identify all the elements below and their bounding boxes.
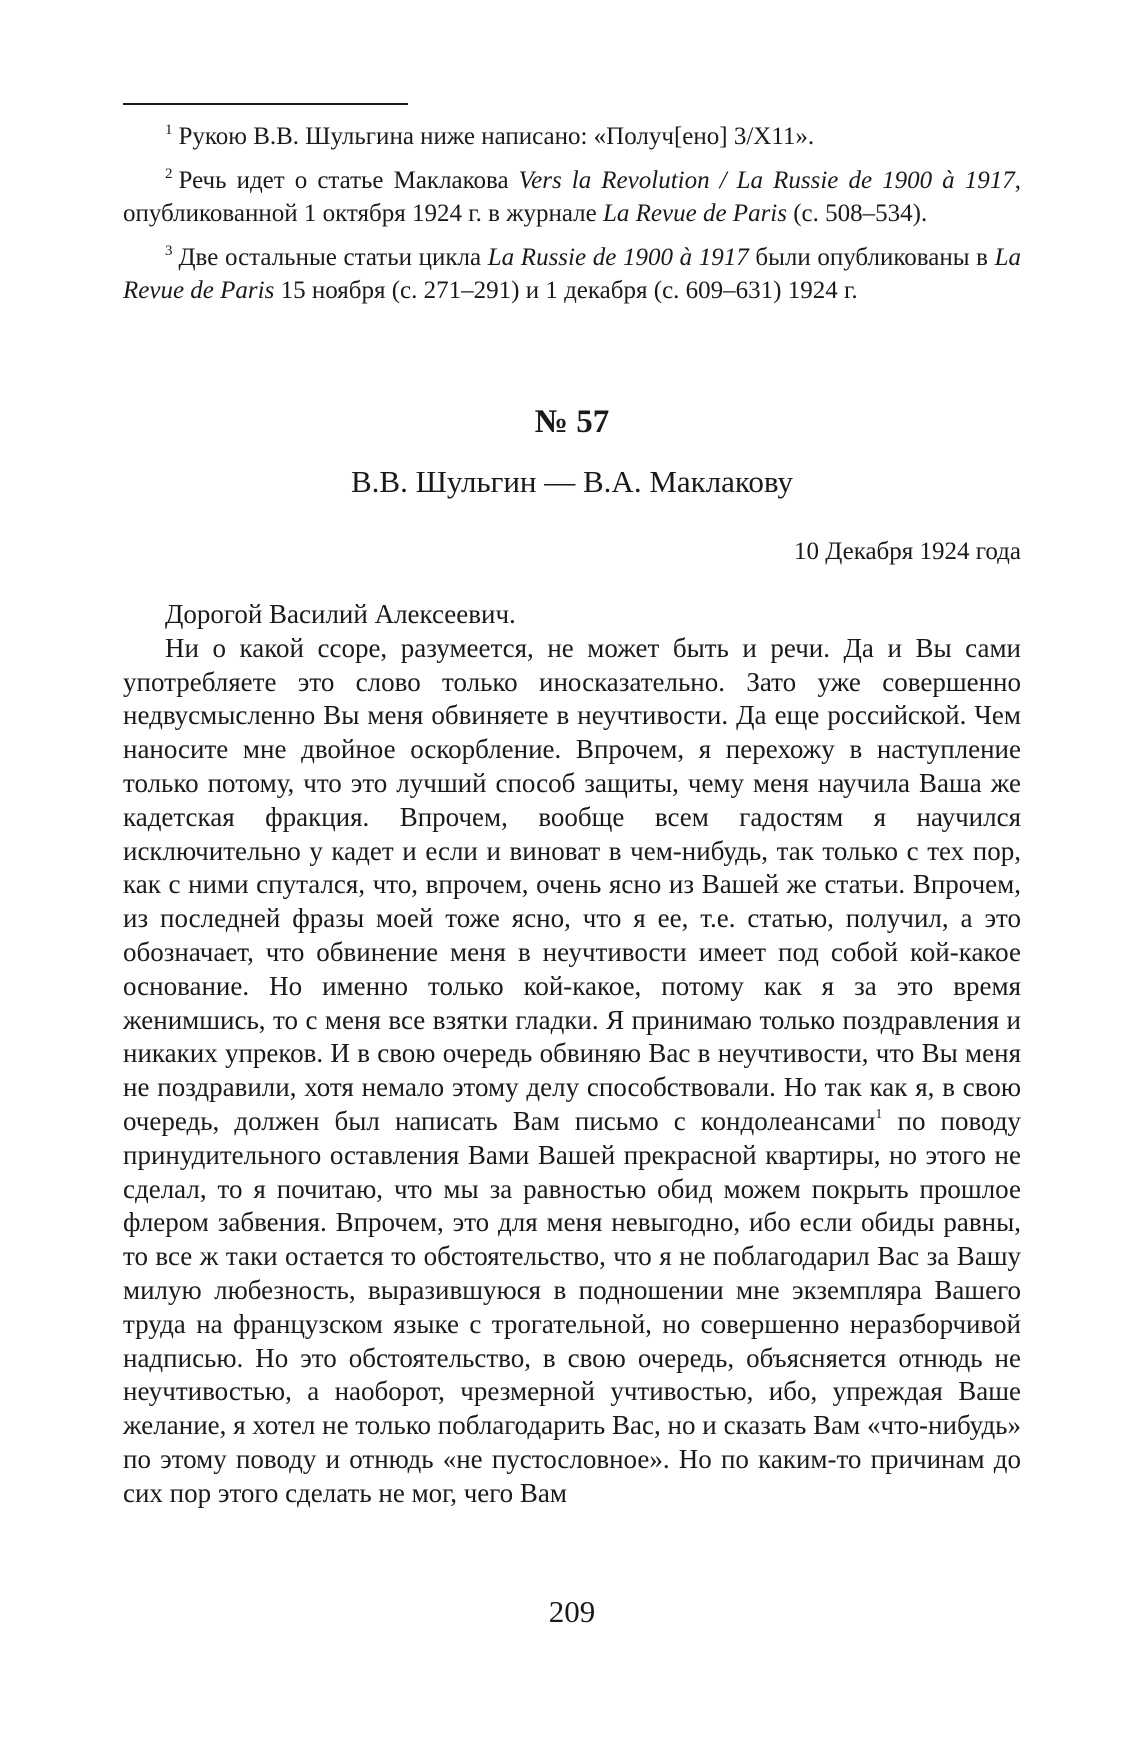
letter-body [123, 598, 1021, 1511]
letter-text: по поводу принудительного оставления Вами Вашей прекрасной квартиры, но этого не сделал, то я почитаю, что мы за равностью обид можем покрыть прошлое флером забвения. Впрочем, это для меня невыгодно, ибо если обиды равны, то все ж таки остается то обстоятельство, что я не поблагодарил Вас за Вашу милую любезность, выразившуюся в подношении мне экземпляра Вашего труда на французском языке с трогательной, но совершенно неразборчивой надписью. Но это обстоятельство, в свою очередь, объясняется отнюдь не неучтивостью, а наоборот, чрезмерной учтивостью, ибо, упреждая Ваше желание, я хотел не только поблагодарить Вас, но и сказать Вам «что-нибудь» по этому поводу и отнюдь «не пустословное». Но по каким-то причинам до сих пор этого сделать не мог, чего Вам [123, 1105, 1021, 1508]
footnote-text: Две остальные статьи цикла [178, 244, 488, 271]
footnote-separator-rule [123, 103, 408, 105]
document-title: В.В. Шульгин — В.А. Маклакову [350, 464, 793, 499]
document-number: № 57 [534, 404, 610, 440]
footnote-text: , опубликованной 1 октября 1924 г. в журнале [123, 167, 1021, 227]
footnote-2 [123, 164, 1021, 230]
document-date: 10 Декабря 1924 года [793, 538, 1021, 565]
footnote-reference-marker: 1 [875, 1106, 883, 1122]
footnote-italic-title: La Russie de 1900 à 1917 [487, 244, 749, 271]
footnote-text: (с. 508–534). [786, 200, 928, 227]
footnote-marker: 3 [165, 243, 173, 259]
footnote-text: Речь идет о статье Маклакова [178, 167, 519, 194]
footnote-italic-journal: La Revue de Paris [123, 244, 1021, 304]
footnote-text: были опубликованы в [748, 244, 995, 271]
footnote-3 [123, 241, 1021, 307]
footnote-marker: 1 [165, 122, 173, 138]
letter-salutation: Дорогой Василий Алексеевич. [165, 599, 516, 629]
letter-text: Ни о какой ссоре, разумеется, не может быть и речи. Да и Вы сами употребляете это слово только иносказательно. Зато уже совершенно недвусмысленно Вы меня обвиняете в неучтивости. Да еще российской. Чем наносите мне двойное оскорбление. Впрочем, я перехожу в наступление только потому, что это лучший способ защиты, чему меня научила Ваша же кадетская фракция. Впрочем, вообще всем гадостям я научился исключительно у кадет и если и виноват в чем-нибудь, так только с тех пор, как с ними спутался, что, впрочем, очень ясно из Вашей же статьи. Впрочем, из последней фразы моей тоже ясно, что я ее, т.е. статью, получил, а это обозначает, что обвинение меня в неучтивости имеет под собой кой-какое основание. Но именно только кой-какое, потому как я за это время женимшись, то с меня все взятки гладки. Я принимаю только поздравления и никаких упреков. И в свою очередь обвиняю Вас в неучтивости, что Вы меня не поздравили, хотя немало этому делу способствовали. Но так как я, в свою очередь, должен был написать Вам письмо с кондолеансами [123, 632, 1021, 1136]
footnote-text: Рукою В.В. Шульгина ниже написано: «Получ[ено] 3/Х11». [178, 123, 815, 150]
footnote-1 [123, 120, 1021, 153]
footnote-italic-title: Vers la Revolution / La Russie de 1900 à 1917 [518, 167, 1015, 194]
page-number: 209 [548, 1594, 596, 1629]
footnote-marker: 2 [165, 166, 173, 182]
footnotes-block [123, 120, 1021, 318]
letter-paragraph [123, 632, 1021, 1511]
footnote-italic-journal: La Revue de Paris [603, 200, 787, 227]
footnote-text: 15 ноября (с. 271–291) и 1 декабря (с. 609–631) 1924 г. [274, 277, 858, 304]
